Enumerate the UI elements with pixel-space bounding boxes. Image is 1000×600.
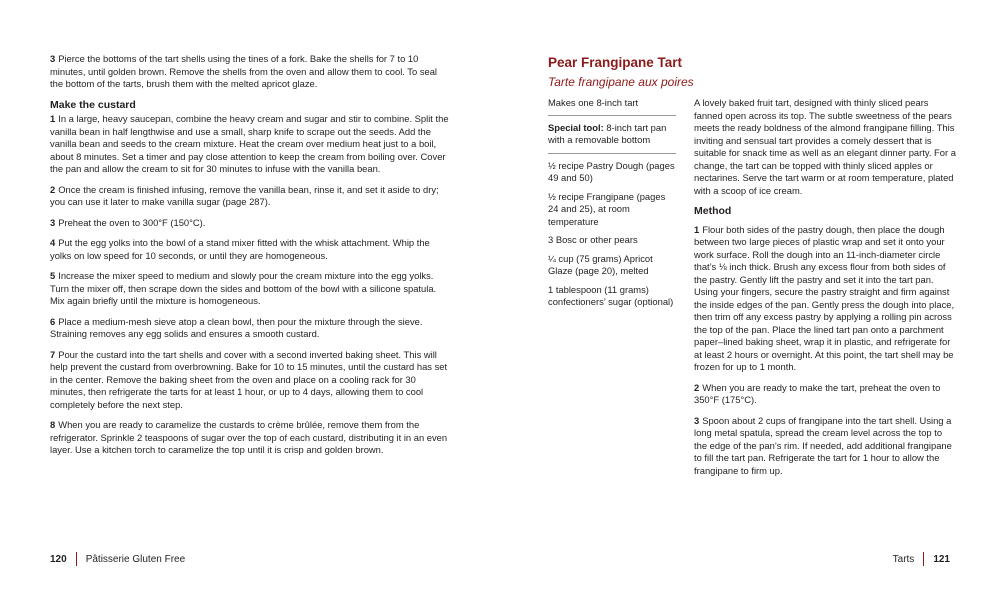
- page-number: 120: [50, 553, 67, 565]
- special-tool-label: Special tool:: [548, 121, 604, 133]
- step-number: 3: [694, 414, 700, 426]
- method-steps: [694, 224, 956, 478]
- step-paragraph: [50, 316, 452, 341]
- footer-divider: [76, 552, 77, 566]
- book-title: Pâtisserie Gluten Free: [85, 553, 186, 565]
- step-text: Pour the custard into the tart shells and cover with a second inverted baking sheet. This will help prevent the custard from overbrowning. Bake for 10 to 15 minutes, until the custard has set in the center. Remove the baking sheet from the oven and place on a cooling rack for 30 minutes, then refrigerate the tarts for at least 1 hour, or up to 4 days, allowing them to cool completely before the next step.: [50, 348, 448, 410]
- custard-heading: Make the custard: [50, 98, 136, 111]
- special-tool-text: 8-inch tart pan with a removable bottom: [548, 121, 667, 145]
- recipe-yield: Makes one 8-inch tart: [548, 97, 676, 116]
- step-text: When you are ready to make the tart, preheat the oven to 350°F (175°C).: [694, 381, 941, 405]
- ingredients-column: [548, 97, 676, 315]
- ingredient-item: ¼ cup (75 grams) Apricot Glaze (page 20), melted: [548, 252, 653, 276]
- page-number: 121: [933, 553, 950, 565]
- step-paragraph: [694, 382, 956, 407]
- step-number: 2: [694, 381, 700, 393]
- step-number: 7: [50, 348, 56, 360]
- step-paragraph: [50, 113, 452, 176]
- step-paragraph: [694, 224, 956, 374]
- step-paragraph: [50, 217, 452, 230]
- step-number: 3: [50, 53, 56, 64]
- step-paragraph: [50, 419, 452, 457]
- step-text: Spoon about 2 cups of frangipane into the tart shell. Using a long metal spatula, spread the cream level across the top to the edge of the pan’s rim. If needed, add additional frangipane to fill the tart pan. Refrigerate the tart for 1 hour to allow the frangipane to firm up.: [694, 414, 952, 476]
- ingredient-item: ½ recipe Pastry Dough (pages 49 and 50): [548, 159, 675, 183]
- method-column: [694, 97, 956, 485]
- recipe-title: Pear Frangipane Tart: [548, 55, 683, 70]
- step-paragraph: [50, 237, 452, 262]
- step-number: 1: [50, 113, 56, 124]
- step-paragraph: [50, 349, 452, 412]
- step-text: When you are ready to caramelize the custards to crème brûlée, remove them from the refrigerator. Sprinkle 2 teaspoons of sugar over the top of each custard, distributing it in an even layer. Use a kitchen torch to caramelize the top until it is crisp and golden brown.: [50, 419, 448, 455]
- ingredient-item: 3 Bosc or other pears: [548, 234, 638, 245]
- ingredients-list: [548, 160, 676, 309]
- right-page: [500, 0, 1000, 600]
- recipe-subtitle: Tarte frangipane aux poires: [548, 75, 694, 89]
- step-text: Pierce the bottoms of the tart shells using the tines of a fork. Bake the shells for 7 to 10 minutes, until golden brown. Remove the shells from the oven and allow them to cool. To seal the bottom of the tarts, brush them with the melted apricot glaze.: [50, 53, 438, 89]
- footer-right: [893, 552, 950, 566]
- footer-divider: [923, 552, 924, 566]
- step-text: Increase the mixer speed to medium and slowly pour the cream mixture into the egg yolks. Turn the mixer off, then scrape down the sides and bottom of the bowl with a silicone spatula. Mix again briefly until the mixture is homogeneous.: [50, 270, 437, 306]
- special-tool: [548, 122, 676, 154]
- step-number: 6: [50, 315, 56, 327]
- step-number: 1: [694, 223, 700, 235]
- step-paragraph: [50, 184, 452, 209]
- step-text: Put the egg yolks into the bowl of a stand mixer fitted with the whisk attachment. Whip the yolks on low speed for 10 seconds, or until they are homogeneous.: [50, 237, 430, 261]
- section-name: Tarts: [892, 553, 915, 565]
- step-text: Place a medium-mesh sieve atop a clean bowl, then pour the mixture through the sieve. Straining removes any egg solids and ensures a smooth custard.: [50, 315, 423, 339]
- step-text: In a large, heavy saucepan, combine the heavy cream and sugar and stir to combine. Split the vanilla bean in half lengthwise and use a small, sharp knife to scrape out the seeds. Add the vanilla bean and seeds to the cream mixture. Heat the cream over medium heat just to a boil, about 8 minutes. Set a timer and pay close attention to keep the cream from boiling over. Cover the pan and allow the cream to sit for 30 minutes to infuse with the vanilla bean.: [50, 113, 449, 174]
- footer-left: [50, 552, 185, 566]
- ingredient-item: ½ recipe Frangipane (pages 24 and 25), at room temperature: [548, 190, 666, 227]
- step-number: 2: [50, 183, 56, 195]
- step-text: Flour both sides of the pastry dough, then place the dough between two large pieces of plastic wrap and set it onto your work surface. Roll the dough into an 11-inch-diameter circle that’s ⅛ inch thick. Brush any excess flour from both sides of the pastry. Gently lift the pastry and set it into the tart pan. Using your fingers, secure the pastry straight and firm against the inside edges of the pan. Gently press the dough into place, then trim off any excess pastry by applying a rolling pin across the top of the pan. Place the lined tart pan onto a parchment paper–lined baking sheet, wrap it in plastic, and refrigerate for at least 2 hours or overnight. At this point, the tart shell may be frozen for up to 1 month.: [694, 223, 955, 372]
- step-number: 4: [50, 237, 56, 248]
- left-column: [50, 53, 452, 465]
- recipe-intro: A lovely baked fruit tart, designed with thinly sliced pears fanned open across its top. The subtle sweetness of the pears meets the ready boldness of the almond frangipane filling. This inviting and sensual tart provides a comely dessert that is suitable for snack time as well as an elegant dinner party. For a change, the tart can be topped with thinly sliced apples or nectarines. Serve the tart warm or at room temperature, plated with a scoop of ice cream.: [694, 97, 956, 196]
- step-paragraph: [50, 270, 452, 308]
- step-number: 8: [50, 419, 56, 430]
- step-number: 3: [50, 216, 56, 228]
- step-text: Preheat the oven to 300°F (150°C).: [58, 216, 206, 228]
- custard-steps: [50, 113, 452, 457]
- step-paragraph: [50, 53, 452, 91]
- method-heading: Method: [694, 205, 732, 217]
- step-number: 5: [50, 270, 56, 281]
- step-paragraph: [694, 415, 956, 478]
- step-text: Once the cream is finished infusing, remove the vanilla bean, rinse it, and set it aside to dry; you can use it later to make vanilla sugar (page 287).: [50, 183, 439, 207]
- ingredient-item: 1 tablespoon (11 grams) confectioners’ sugar (optional): [548, 283, 674, 307]
